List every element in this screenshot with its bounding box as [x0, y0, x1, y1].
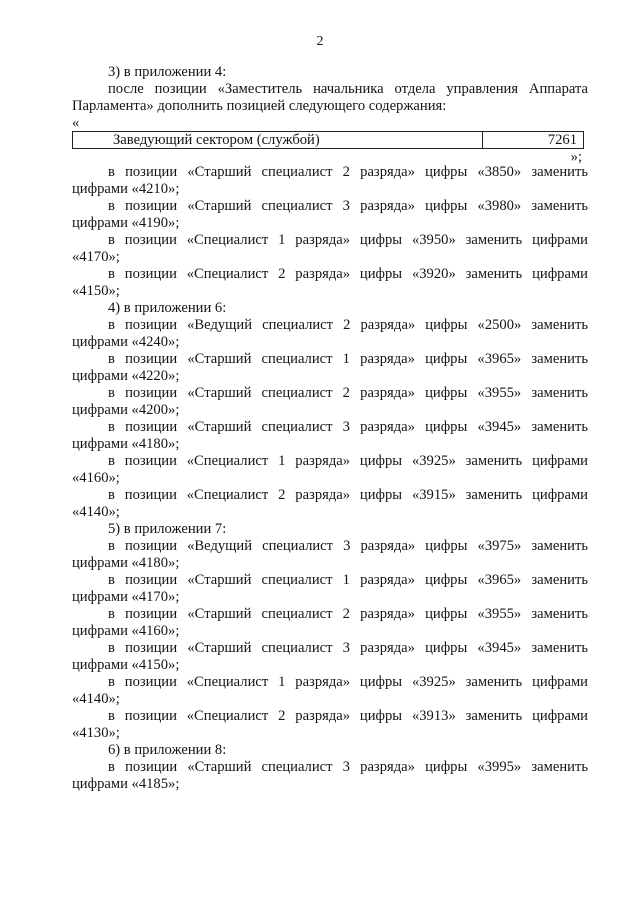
list-item-tail: цифрами «4240»; — [72, 334, 180, 350]
list-item: в позиции «Старший специалист 3 разряда» цифры «3945» заменить — [108, 640, 588, 656]
section6-heading: 6) в приложении 8: — [108, 742, 227, 758]
list-item: в позиции «Специалист 2 разряда» цифры «3913» заменить цифрами — [108, 708, 588, 724]
section3-heading: 3) в приложении 4: — [108, 64, 227, 80]
table-open-quote: « — [72, 115, 80, 131]
section4-heading: 4) в приложении 6: — [108, 300, 227, 316]
list-item: в позиции «Старший специалист 2 разряда» цифры «3955» заменить — [108, 385, 588, 401]
list-item: в позиции «Ведущий специалист 3 разряда» цифры «3975» заменить — [108, 538, 588, 554]
table-position-value: 7261 — [547, 132, 577, 148]
list-item: в позиции «Специалист 1 разряда» цифры «3925» заменить цифрами — [108, 674, 588, 690]
list-item-tail: цифрами «4150»; — [72, 657, 180, 673]
list-item: в позиции «Ведущий специалист 2 разряда» цифры «2500» заменить — [108, 317, 588, 333]
list-item-tail: цифрами «4210»; — [72, 181, 180, 197]
section5-items — [72, 538, 588, 742]
list-item: в позиции «Специалист 1 разряда» цифры «3925» заменить цифрами — [108, 453, 588, 469]
list-item-tail: «4140»; — [72, 504, 120, 520]
list-item-tail: цифрами «4170»; — [72, 589, 180, 605]
table-close-quote: »; — [570, 149, 582, 165]
list-item-tail: цифрами «4180»; — [72, 555, 180, 571]
list-item: в позиции «Старший специалист 3 разряда» цифры «3995» заменить — [108, 759, 588, 775]
list-item: в позиции «Старший специалист 2 разряда» цифры «3850» заменить — [108, 164, 588, 180]
list-item: в позиции «Специалист 2 разряда» цифры «3920» заменить цифрами — [108, 266, 588, 282]
list-item: в позиции «Старший специалист 2 разряда» цифры «3955» заменить — [108, 606, 588, 622]
page-number: 2 — [316, 34, 324, 49]
list-item-tail: «4150»; — [72, 283, 120, 299]
section5-heading: 5) в приложении 7: — [108, 521, 227, 537]
list-item: в позиции «Старший специалист 3 разряда» цифры «3980» заменить — [108, 198, 588, 214]
list-item-tail: цифрами «4200»; — [72, 402, 180, 418]
list-item-tail: цифрами «4190»; — [72, 215, 180, 231]
section6-items — [72, 759, 588, 793]
list-item-tail: «4130»; — [72, 725, 120, 741]
list-item: в позиции «Старший специалист 3 разряда» цифры «3945» заменить — [108, 419, 588, 435]
inserted-position-table — [72, 131, 584, 149]
list-item: в позиции «Старший специалист 1 разряда» цифры «3965» заменить — [108, 351, 588, 367]
section3-intro-text: после позиции «Заместитель начальника отдела управления Аппарата Парламента» дополнить позицией следующего содержания: — [72, 81, 588, 114]
list-item-tail: цифрами «4185»; — [72, 776, 180, 792]
list-item-tail: цифрами «4180»; — [72, 436, 180, 452]
list-item-tail: «4170»; — [72, 249, 120, 265]
list-item: в позиции «Старший специалист 1 разряда» цифры «3965» заменить — [108, 572, 588, 588]
list-item-tail: цифрами «4220»; — [72, 368, 180, 384]
list-item: в позиции «Специалист 2 разряда» цифры «3915» заменить цифрами — [108, 487, 588, 503]
document-body — [72, 64, 588, 793]
list-item: в позиции «Специалист 1 разряда» цифры «3950» заменить цифрами — [108, 232, 588, 248]
section4-items — [72, 317, 588, 521]
list-item-tail: «4160»; — [72, 470, 120, 486]
list-item-tail: цифрами «4160»; — [72, 623, 180, 639]
section3-items — [72, 164, 588, 300]
list-item-tail: «4140»; — [72, 691, 120, 707]
table-position-title: Заведующий сектором (службой) — [73, 132, 483, 148]
